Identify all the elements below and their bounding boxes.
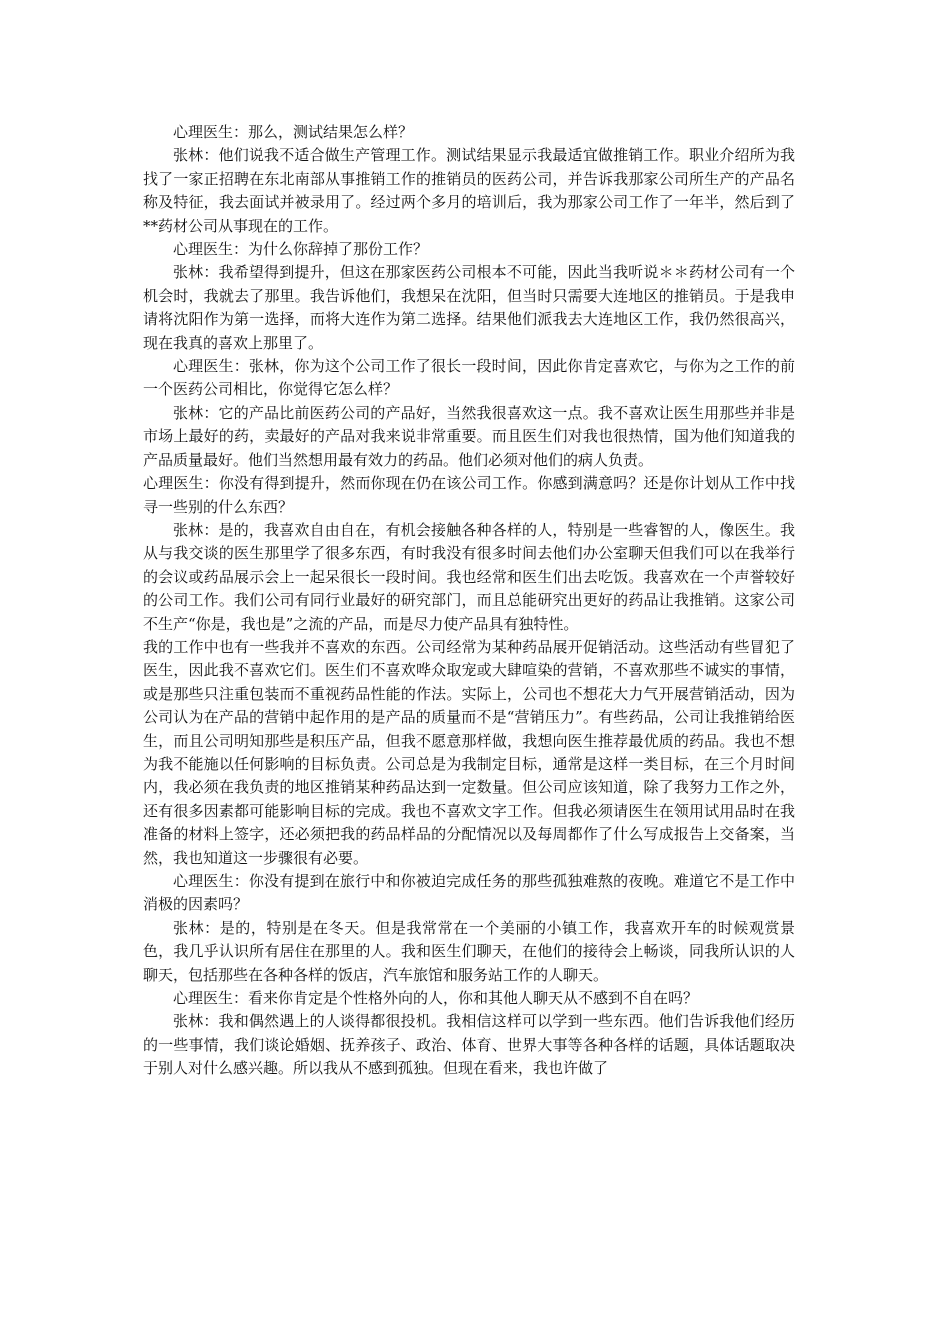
paragraph-doctor-question-3: 心理医生：张林，你为这个公司工作了很长一段时间，因此你肯定喜欢它，与你为之工作的前一个医药公司相比，你觉得它怎么样？ (143, 357, 795, 399)
paragraph-zhanglin-answer-5: 张林：是的，特别是在冬天。但是我常常在一个美丽的小镇工作，我喜欢开车的时候观赏景色，我几乎认识所有居住在那里的人。我和医生们聊天，在他们的接待会上畅谈，同我所认识的人聊天，包括那些在各种各样的饭店，汽车旅馆和服务站工作的人聊天。 (143, 918, 795, 984)
paragraph-zhanglin-answer-6: 张林：我和偶然遇上的人谈得都很投机。我相信这样可以学到一些东西。他们告诉我他们经历的一些事情，我们谈论婚姻、抚养孩子、政治、体育、世界大事等各种各样的话题，具体话题取决于别人对什么感兴趣。所以我从不感到孤独。但现在看来，我也许做了 (143, 1012, 795, 1078)
paragraph-zhanglin-answer-4: 张林：是的，我喜欢自由自在，有机会接触各种各样的人，特别是一些睿智的人，像医生。我从与我交谈的医生那里学了很多东西，有时我没有很多时间去他们办公室聊天但我们可以在我举行的会议或药品展示会上一起呆很长一段时间。我也经常和医生们出去吃饭。我喜欢在一个声誉较好的公司工作。我们公司有同行业最好的研究部门，而且总能研究出更好的药品让我推销。这家公司不生产“你是，我也是”之流的产品，而是尽力使产品具有独特性。 (143, 520, 795, 633)
document-body (143, 121, 795, 1081)
paragraph-zhanglin-answer-1: 张林：他们说我不适合做生产管理工作。测试结果显示我最适宜做推销工作。职业介绍所为我找了一家正招聘在东北南部从事推销工作的推销员的医药公司，并告诉我那家公司所生产的产品名称及特征，我去面试并被录用了。经过两个多月的培训后，我为那家公司工作了一年半，然后到了**药材公司从事现在的工作。 (143, 146, 795, 235)
paragraph-zhanglin-answer-3: 张林：它的产品比前医药公司的产品好，当然我很喜欢这一点。我不喜欢让医生用那些并非是市场上最好的药，卖最好的产品对我来说非常重要。而且医生们对我也很热情，国为他们知道我的产品质量最好。他们当然想用最有效力的药品。他们必须对他们的病人负责。 (143, 403, 795, 469)
paragraph-zhanglin-answer-2: 张林：我希望得到提升，但这在那家医药公司根本不可能，因此当我听说＊＊药材公司有一个机会时，我就去了那里。我告诉他们，我想呆在沈阳，但当时只需要大连地区的推销员。于是我申请将沈阳作为第一选择，而将大连作为第二选择。结果他们派我去大连地区工作，我仍然很高兴，现在我真的喜欢上那里了。 (143, 263, 795, 352)
paragraph-doctor-question-6: 心理医生：看来你肯定是个性格外向的人，你和其他人聊天从不感到不自在吗？ (173, 989, 699, 1008)
paragraph-doctor-question-4: 心理医生：你没有得到提升，然而你现在仍在该公司工作。你感到满意吗？还是你计划从工作中找寻一些别的什么东西？ (143, 474, 795, 516)
paragraph-zhanglin-answer-4-continued: 我的工作中也有一些我并不喜欢的东西。公司经常为某种药品展开促销活动。这些活动有些冒犯了医生，因此我不喜欢它们。医生们不喜欢哗众取宠或大肆喧染的营销，不喜欢那些不诚实的事情，或是那些只注重包装而不重视药品性能的作法。实际上，公司也不想花大力气开展营销活动，因为公司认为在产品的营销中起作用的是产品的质量而不是“营销压力”。有些药品，公司让我推销给医生，而且公司明知那些是积压产品，但我不愿意那样做，我想向医生推荐最优质的药品。我也不想为我不能施以任何影响的目标负责。公司总是为我制定目标，通常是这样一类目标，在三个月时间内，我必须在我负责的地区推销某种药品达到一定数量。但公司应该知道，除了我努力工作之外，还有很多因素都可能影响目标的完成。我也不喜欢文字工作。但我必须请医生在领用试用品时在我准备的材料上签字，还必须把我的药品样品的分配情况以及每周都作了什么写成报告上交备案，当然，我也知道这一步骤很有必要。 (143, 637, 795, 867)
paragraph-doctor-question-5: 心理医生：你没有提到在旅行中和你被迫完成任务的那些孤独难熬的夜晚。难道它不是工作中消极的因素吗？ (143, 872, 795, 914)
paragraph-doctor-question-1: 心理医生：那么，测试结果怎么样？ (173, 123, 414, 141)
paragraph-doctor-question-2: 心理医生：为什么你辞掉了那份工作？ (173, 240, 429, 259)
